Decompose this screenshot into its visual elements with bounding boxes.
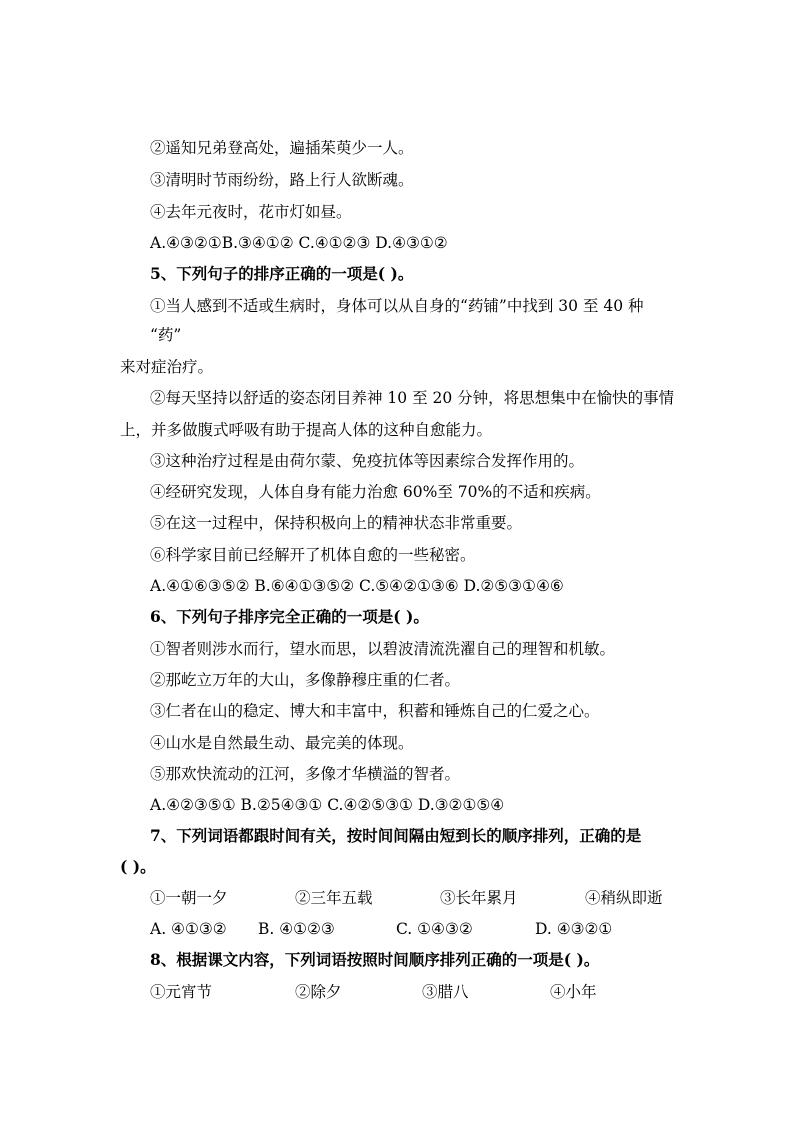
q4-item-4: ④去年元夜时，花市灯如昼。 [150, 203, 352, 221]
q7-choice-c: C. ①④③② [396, 920, 473, 938]
q7-stem-a: 7、下列词语都跟时间有关，按时间间隔由短到长的顺序排列，正确的是 [150, 826, 642, 845]
q7-choice-a: A. ④①③② [150, 920, 227, 938]
q8-word-2: ②除夕 [295, 983, 342, 1001]
q5-item-4: ④经研究发现，人体自身有能力治愈 60%至 70%的不适和疾病。 [150, 483, 601, 501]
q7-word-3: ③长年累月 [440, 889, 518, 907]
q5-item-2-a: ②每天坚持以舒适的姿态闭目养神 10 至 20 分钟，将思想集中在愉快的事情 [150, 389, 675, 407]
q6-item-5: ⑤那欢快流动的江河，多像才华横溢的智者。 [150, 765, 461, 783]
q7-stem-b: ( )。 [120, 857, 156, 876]
q7-word-2: ②三年五载 [295, 889, 373, 907]
q5-item-1-b: “药” [150, 326, 182, 344]
q5-item-5: ⑤在这一过程中，保持积极向上的精神状态非常重要。 [150, 514, 523, 532]
q8-word-1: ①元宵节 [150, 983, 213, 1001]
q7-word-1: ①一朝一夕 [150, 889, 228, 907]
q6-choices: A.④②③⑤① B.②5④③① C.④②⑤③① D.③②①⑤④ [150, 796, 505, 814]
q5-item-1-a: ①当人感到不适或生病时，身体可以从自身的“药铺”中找到 30 至 40 种 [150, 297, 644, 315]
q8-stem: 8、根据课文内容，下列词语按照时间顺序排列正确的一项是( )。 [150, 950, 600, 969]
q8-word-3: ③腊八 [422, 983, 469, 1001]
q5-item-2-b: 上，并多做腹式呼吸有助于提高人体的这种自愈能力。 [120, 421, 493, 439]
q4-item-2: ②遥知兄弟登高处，遍插茱萸少一人。 [150, 139, 414, 157]
q5-item-6: ⑥科学家目前已经解开了机体自愈的一些秘密。 [150, 546, 476, 564]
q7-choice-b: B. ④①②③ [258, 920, 335, 938]
q8-word-4: ④小年 [550, 983, 597, 1001]
q4-item-3: ③清明时节雨纷纷，路上行人欲断魂。 [150, 171, 414, 189]
q5-item-1-c: 来对症治疗。 [120, 358, 214, 376]
q6-item-1: ①智者则涉水而行，望水而思，以碧波清流洗濯自己的理智和机敏。 [150, 640, 616, 658]
q7-word-4: ④稍纵即逝 [585, 889, 663, 907]
q6-stem: 6、下列句子排序完全正确的一项是( )。 [150, 607, 429, 626]
q7-choice-d: D. ④③②① [535, 920, 613, 938]
q6-item-2: ②那屹立万年的大山，多像静穆庄重的仁者。 [150, 671, 461, 689]
q4-choices: A.④③②①B.③④①② C.④①②③ D.④③①② [150, 234, 448, 252]
q5-choices: A.④①⑥③⑤② B.⑥④①③⑤② C.⑤④②①③⑥ D.②⑤③①④⑥ [150, 577, 564, 595]
q6-item-4: ④山水是自然最生动、最完美的体现。 [150, 734, 414, 752]
q5-stem: 5、下列句子的排序正确的一项是( )。 [150, 264, 414, 283]
q5-item-3: ③这种治疗过程是由荷尔蒙、免疫抗体等因素综合发挥作用的。 [150, 452, 585, 470]
q6-item-3: ③仁者在山的稳定、博大和丰富中，积蓄和锤炼自己的仁爱之心。 [150, 702, 600, 720]
